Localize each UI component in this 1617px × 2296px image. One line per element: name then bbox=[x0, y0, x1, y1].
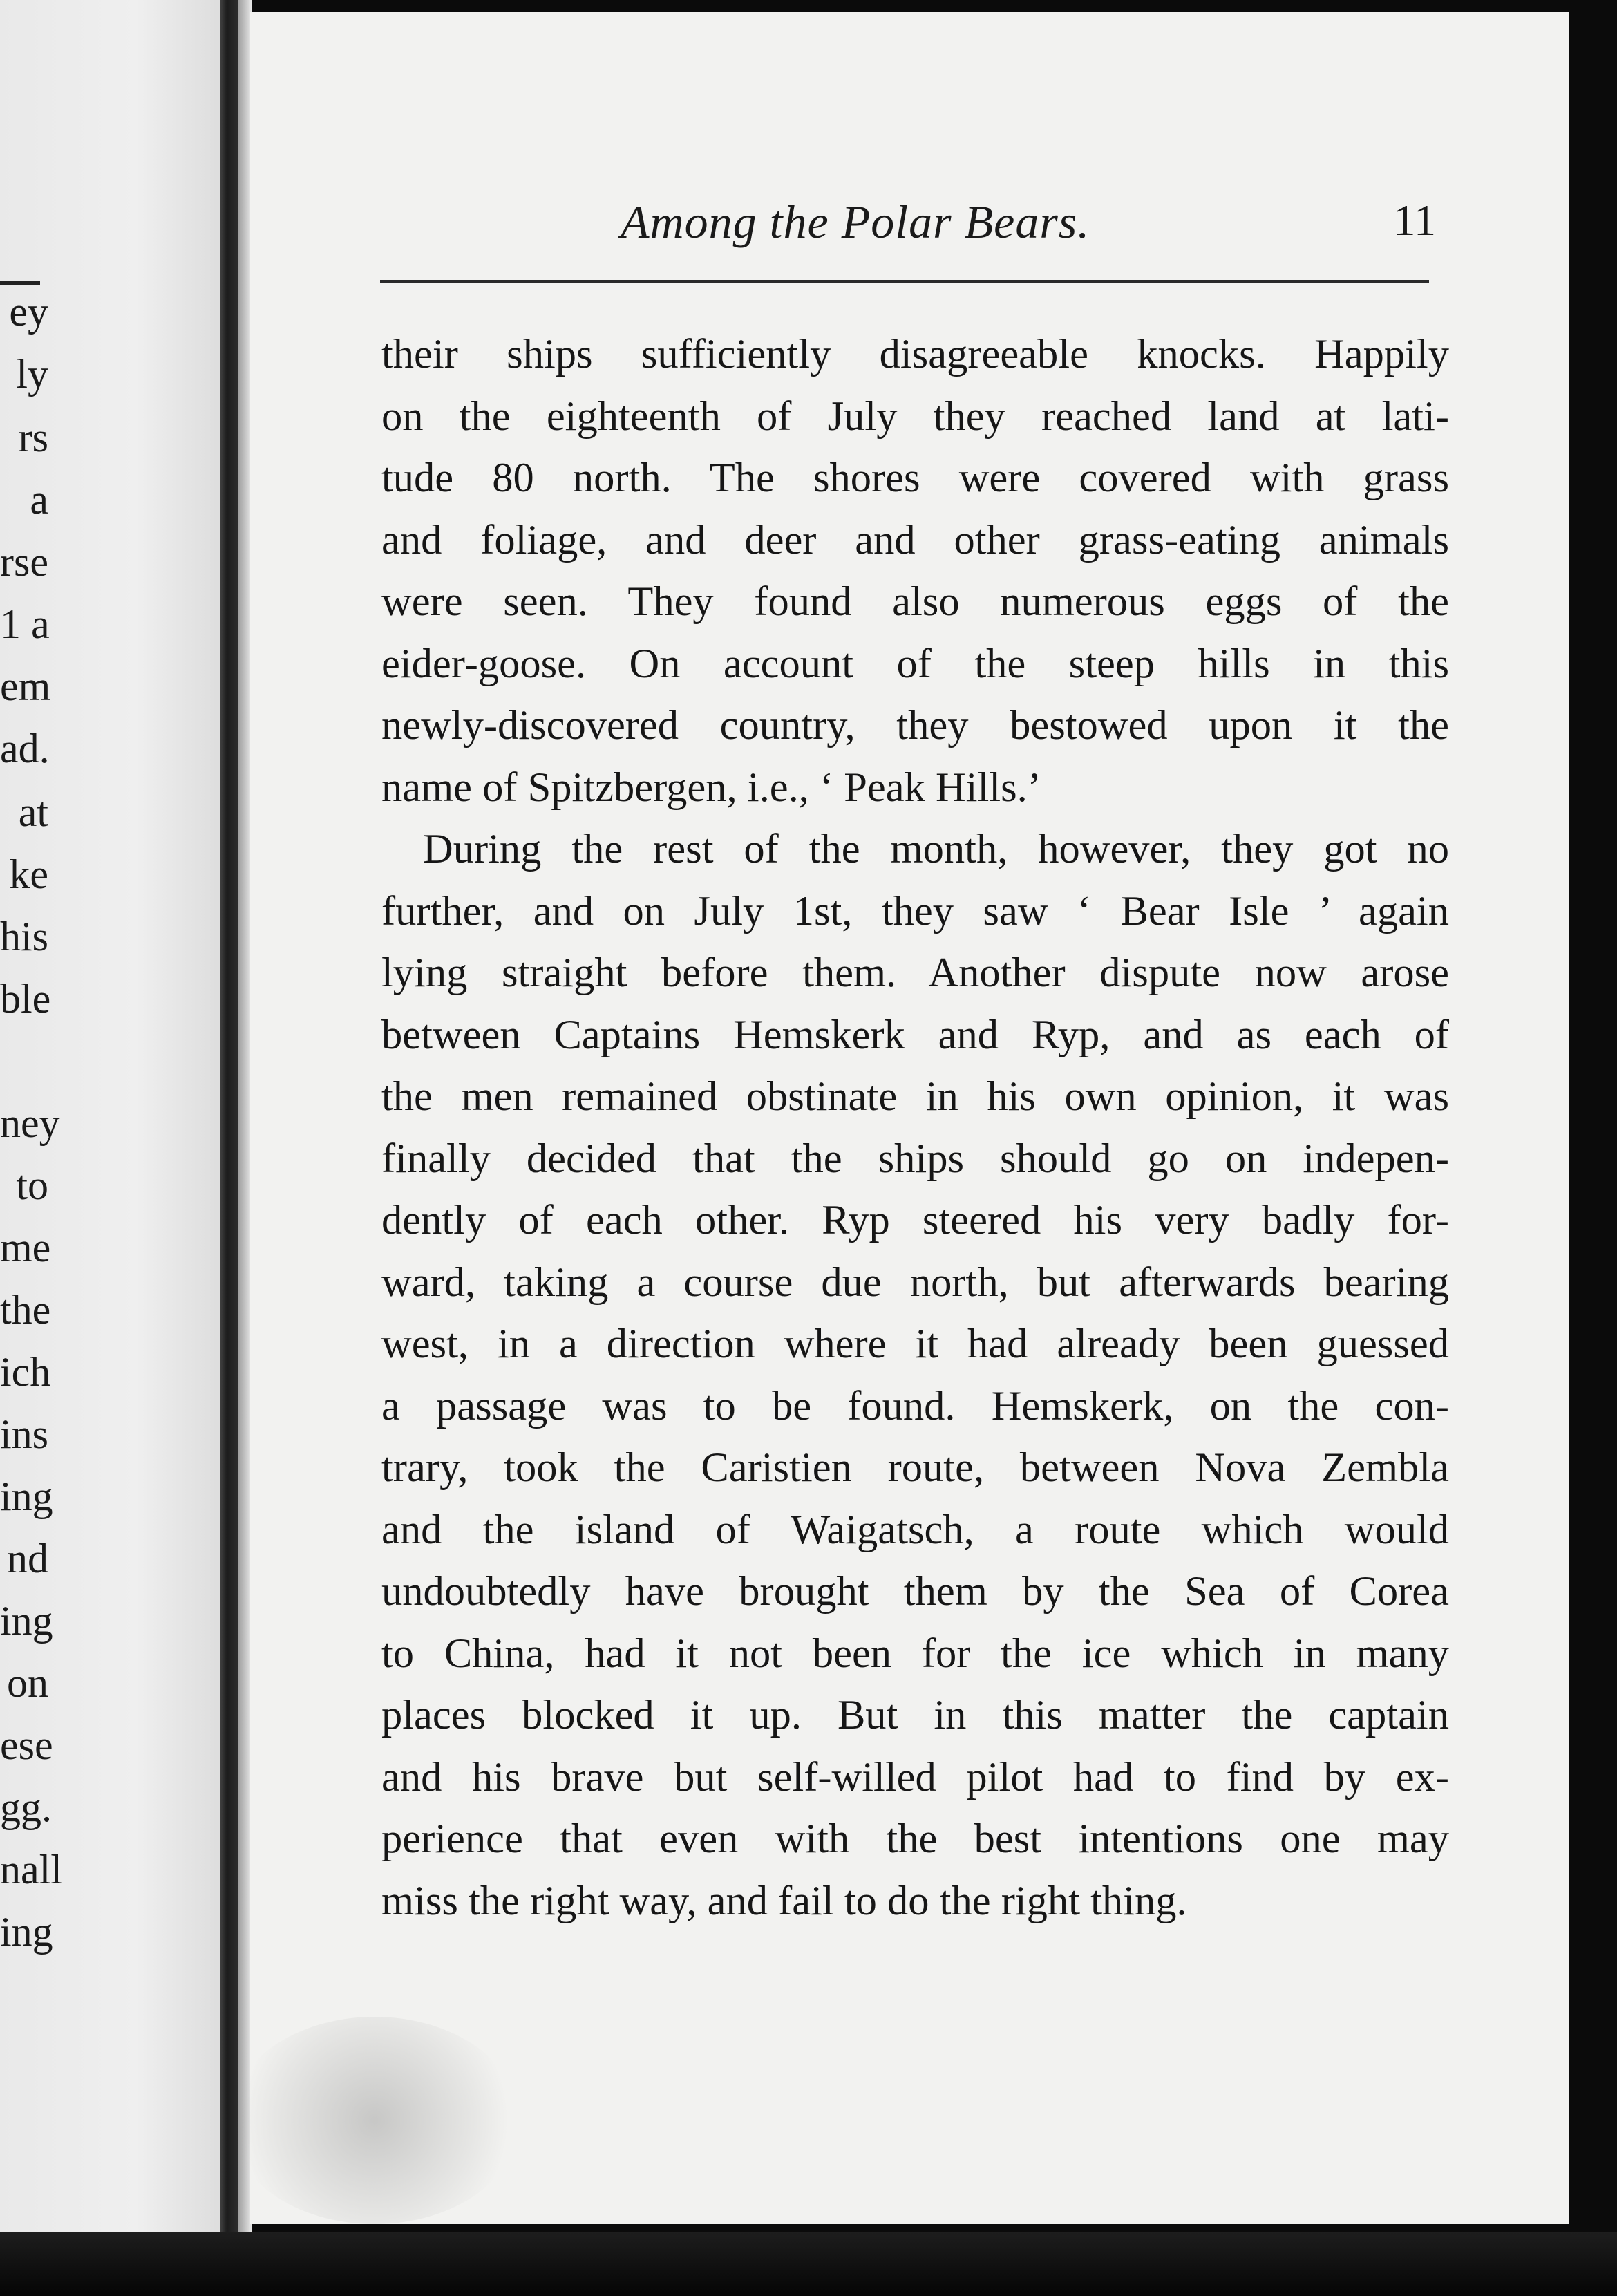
previous-page-line-fragment: ney bbox=[0, 1100, 60, 1146]
previous-page-line-fragment: ing bbox=[0, 1909, 53, 1955]
previous-page-line-fragment: ing bbox=[0, 1474, 53, 1519]
previous-page-line-fragment: ey bbox=[9, 289, 48, 335]
previous-page-line-fragment: em bbox=[0, 664, 51, 709]
scan-border-right bbox=[1569, 0, 1617, 2296]
running-head bbox=[621, 195, 1436, 257]
previous-page-line-fragment: rse bbox=[0, 539, 48, 585]
previous-page-line-fragment: rs bbox=[18, 415, 48, 460]
text-line: During the rest of the month, however, they got no bbox=[423, 826, 1449, 872]
previous-page-line-fragment: ad. bbox=[0, 726, 50, 771]
text-line: places blocked it up. But in this matter the captain bbox=[381, 1692, 1449, 1738]
text-line: their ships sufficiently disagreeable knocks. Happily bbox=[381, 331, 1449, 377]
text-line: eider-goose. On account of the steep hills in this bbox=[381, 640, 1449, 687]
previous-page-line-fragment: gg. bbox=[0, 1785, 52, 1830]
paragraph bbox=[381, 818, 1449, 1932]
text-line: were seen. They found also numerous eggs of the bbox=[381, 578, 1449, 625]
previous-page-line-fragment: ble bbox=[0, 976, 51, 1022]
body-text bbox=[381, 323, 1449, 1932]
text-line: to China, had it not been for the ice which in many bbox=[381, 1630, 1449, 1677]
previous-page-line-fragment: at bbox=[18, 789, 48, 835]
previous-page-line-fragment: a bbox=[30, 477, 48, 523]
previous-page-line-fragment: on bbox=[7, 1660, 48, 1706]
scan-border-bottom bbox=[0, 2232, 1617, 2296]
previous-page-line-fragment: to bbox=[16, 1163, 48, 1208]
paragraph bbox=[381, 323, 1449, 818]
text-line: newly-discovered country, they bestowed upon it the bbox=[381, 702, 1449, 749]
previous-page-line-fragment: the bbox=[0, 1287, 51, 1333]
text-line: name of Spitzbergen, i.e., ‘ Peak Hills.’ bbox=[381, 764, 1041, 811]
previous-page-line-fragment: ke bbox=[9, 851, 48, 897]
previous-page-line-fragment: ich bbox=[0, 1349, 51, 1395]
text-line: the men remained obstinate in his own opinion, it was bbox=[381, 1073, 1449, 1120]
previous-page-line-fragment: nd bbox=[7, 1536, 48, 1581]
previous-page-text bbox=[0, 0, 227, 2296]
text-line: further, and on July 1st, they saw ‘ Bear Isle ’ again bbox=[381, 887, 1449, 934]
gutter-shadow bbox=[238, 0, 252, 2296]
text-line: perience that even with the best intentions one may bbox=[381, 1816, 1449, 1862]
text-line: on the eighteenth of July they reached land at lati- bbox=[381, 393, 1449, 440]
text-line: and foliage, and deer and other grass-eating animals bbox=[381, 516, 1449, 563]
text-line: dently of each other. Ryp steered his very badly for- bbox=[381, 1197, 1449, 1243]
text-line: undoubtedly have brought them by the Sea of Corea bbox=[381, 1568, 1449, 1615]
previous-page-line-fragment: ins bbox=[0, 1411, 49, 1457]
running-title: Among the Polar Bears. bbox=[621, 196, 1090, 248]
previous-page-line-fragment: 1 a bbox=[0, 601, 50, 647]
text-line: miss the right way, and fail to do the right thing. bbox=[381, 1877, 1187, 1924]
page-number: 11 bbox=[1393, 196, 1436, 245]
previous-page-line-fragment: ing bbox=[0, 1598, 53, 1644]
text-line: and his brave but self-willed pilot had to find by ex- bbox=[381, 1753, 1449, 1800]
previous-page-fragment bbox=[0, 0, 227, 2296]
text-line: lying straight before them. Another dispute now arose bbox=[381, 950, 1449, 996]
header-rule bbox=[380, 280, 1429, 283]
previous-page-line-fragment: ly bbox=[16, 351, 48, 397]
previous-page-line-fragment: me bbox=[0, 1225, 51, 1270]
page-smudge bbox=[229, 2017, 520, 2224]
text-line: trary, took the Caristien route, between Nova Zembla bbox=[381, 1445, 1449, 1491]
text-line: west, in a direction where it had already been guessed bbox=[381, 1321, 1449, 1367]
text-line: and the island of Waigatsch, a route which would bbox=[381, 1506, 1449, 1553]
text-line: a passage was to be found. Hemskerk, on the con- bbox=[381, 1382, 1449, 1429]
book-gutter bbox=[220, 0, 238, 2296]
previous-page-line-fragment: nall bbox=[0, 1847, 62, 1892]
previous-page-line-fragment: ese bbox=[0, 1722, 53, 1768]
previous-page-line-fragment: his bbox=[0, 914, 49, 959]
text-line: ward, taking a course due north, but afterwards bearing bbox=[381, 1259, 1449, 1306]
text-line: between Captains Hemskerk and Ryp, and as each of bbox=[381, 1011, 1449, 1058]
text-line: tude 80 north. The shores were covered with grass bbox=[381, 455, 1449, 501]
text-line: finally decided that the ships should go on indepen- bbox=[381, 1135, 1449, 1182]
